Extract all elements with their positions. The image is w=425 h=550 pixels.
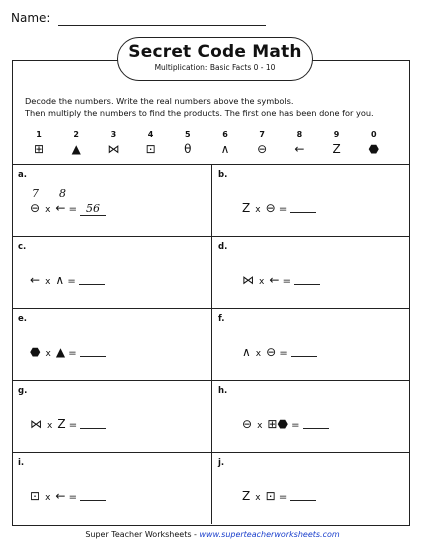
problem-g xyxy=(12,380,211,452)
symbol-a: Z xyxy=(242,201,251,215)
times-sign: x xyxy=(255,349,262,359)
key-number: 8 xyxy=(296,130,303,139)
key-number: 0 xyxy=(371,130,377,139)
problem-label: b. xyxy=(218,170,228,180)
key-entry-6 xyxy=(210,130,240,156)
problem-a xyxy=(12,164,211,236)
theta-icon: θ xyxy=(184,142,192,156)
key-number: 1 xyxy=(36,130,42,139)
equals-sign: = xyxy=(68,348,77,359)
symbol-b: ← xyxy=(55,201,66,215)
problem-label: h. xyxy=(218,386,228,396)
symbol-a: ← xyxy=(30,273,41,287)
problem-b xyxy=(211,164,410,236)
z-icon: Z xyxy=(332,142,341,156)
trapezoid-icon: ▲ xyxy=(71,142,81,156)
problem-expression xyxy=(242,345,317,359)
key-entry-9 xyxy=(322,130,352,156)
symbol-b: ∧ xyxy=(55,273,65,287)
equals-sign: = xyxy=(291,420,300,431)
problem-d xyxy=(211,236,410,308)
symbol-a: ⋈ xyxy=(242,273,254,287)
problem-expression xyxy=(242,417,329,431)
problem-label: a. xyxy=(18,170,27,180)
problem-e xyxy=(12,308,211,380)
instructions xyxy=(25,95,405,119)
problem-expression xyxy=(242,489,316,503)
problem-label: j. xyxy=(218,458,225,468)
problem-c xyxy=(12,236,211,308)
key-entry-5 xyxy=(173,130,203,156)
problem-j xyxy=(211,452,410,524)
answer-field[interactable] xyxy=(80,490,106,501)
times-sign: x xyxy=(47,421,53,431)
key-entry-7 xyxy=(247,130,277,156)
symbol-b: ← xyxy=(269,273,280,287)
equals-sign: = xyxy=(279,348,288,359)
key-entry-4 xyxy=(136,130,166,156)
answer-field[interactable] xyxy=(294,274,320,285)
key-entry-8 xyxy=(284,130,314,156)
key-number: 5 xyxy=(185,130,191,139)
answer-field[interactable] xyxy=(80,418,106,429)
problem-f xyxy=(211,308,410,380)
answer-field[interactable] xyxy=(290,490,316,501)
problem-expression xyxy=(30,345,106,359)
key-number: 7 xyxy=(259,130,265,139)
problem-label: f. xyxy=(218,314,225,324)
symbol-b: ⊡ xyxy=(265,489,276,503)
equals-sign: = xyxy=(278,492,288,503)
footer-text: Super Teacher Worksheets - xyxy=(85,530,200,539)
circled-minus-icon: ⊖ xyxy=(257,142,268,156)
problem-expression xyxy=(242,201,316,215)
footer-url[interactable]: www.superteacherworksheets.com xyxy=(199,530,340,539)
problem-expression xyxy=(242,273,320,287)
wedge-icon: ∧ xyxy=(220,142,230,156)
answer-field[interactable]: 56 xyxy=(80,202,106,216)
bowtie-icon: ⋈ xyxy=(107,142,120,156)
equals-sign: = xyxy=(68,204,78,215)
problem-expression xyxy=(30,201,106,216)
symbol-a: ∧ xyxy=(242,345,251,359)
name-line[interactable] xyxy=(58,25,266,26)
instruction-line-2: Then multiply the numbers to find the products. The first one has been done for you. xyxy=(25,108,374,118)
answer-field[interactable] xyxy=(79,274,105,285)
problem-expression xyxy=(30,417,106,431)
key-entry-1 xyxy=(24,130,54,156)
key-number: 2 xyxy=(73,130,79,139)
page-subtitle: Multiplication: Basic Facts 0 - 10 xyxy=(154,63,276,72)
problem-label: i. xyxy=(18,458,25,468)
symbol-a: ⬣ xyxy=(30,345,41,359)
problem-label: c. xyxy=(18,242,27,252)
answer-field[interactable] xyxy=(291,346,317,357)
times-sign: x xyxy=(45,349,51,359)
footer xyxy=(0,530,425,539)
key-entry-0 xyxy=(359,130,389,156)
equals-sign: = xyxy=(68,492,78,503)
answer-field[interactable] xyxy=(303,418,329,429)
equals-sign: = xyxy=(68,420,78,431)
symbol-b: ⊞⬣ xyxy=(267,417,288,431)
times-sign: x xyxy=(257,421,263,431)
problem-h xyxy=(211,380,410,452)
problem-label: d. xyxy=(218,242,228,252)
problem-label: e. xyxy=(18,314,27,324)
symbol-b: ⊖ xyxy=(265,201,276,215)
equals-sign: = xyxy=(67,276,76,287)
equals-sign: = xyxy=(278,204,288,215)
problem-expression xyxy=(30,273,105,287)
problem-i xyxy=(12,452,211,524)
instruction-line-1: Decode the numbers. Write the real numbers above the symbols. xyxy=(25,96,294,106)
key-entry-3 xyxy=(98,130,128,156)
answer-field[interactable] xyxy=(80,346,106,357)
title-banner xyxy=(117,37,313,81)
page-title: Secret Code Math xyxy=(128,42,302,62)
key-number: 3 xyxy=(110,130,117,139)
symbol-a: ⊖ xyxy=(242,417,253,431)
times-sign: x xyxy=(255,205,261,215)
symbol-a: ⊖ xyxy=(30,201,41,215)
symbol-a: ⊡ xyxy=(30,489,41,503)
key-number: 6 xyxy=(222,130,228,139)
symbol-b: ⊖ xyxy=(266,345,277,359)
equals-sign: = xyxy=(282,276,291,287)
key-entry-2 xyxy=(61,130,91,156)
hexagon-icon: ⬣ xyxy=(368,142,380,156)
example-number-b: 8 xyxy=(59,187,66,200)
answer-field[interactable] xyxy=(290,202,316,213)
name-label: Name: xyxy=(11,11,51,25)
problem-label: g. xyxy=(18,386,28,396)
times-sign: x xyxy=(255,493,261,503)
times-sign: x xyxy=(45,493,51,503)
symbol-b: ▲ xyxy=(55,345,66,359)
symbol-b: Z xyxy=(57,417,66,431)
symbol-b: ← xyxy=(55,489,66,503)
symbol-a: Z xyxy=(242,489,251,503)
times-sign: x xyxy=(259,277,265,287)
times-sign: x xyxy=(45,277,51,287)
squared-dot-icon: ⊡ xyxy=(145,142,156,156)
example-number-a: 7 xyxy=(32,187,39,200)
key-number: 9 xyxy=(333,130,340,139)
times-sign: x xyxy=(45,205,51,215)
symbol-a: ⋈ xyxy=(30,417,42,431)
problem-expression xyxy=(30,489,106,503)
left-arrow-icon: ← xyxy=(294,142,305,156)
key-number: 4 xyxy=(147,130,154,139)
squared-plus-icon: ⊞ xyxy=(33,142,45,156)
